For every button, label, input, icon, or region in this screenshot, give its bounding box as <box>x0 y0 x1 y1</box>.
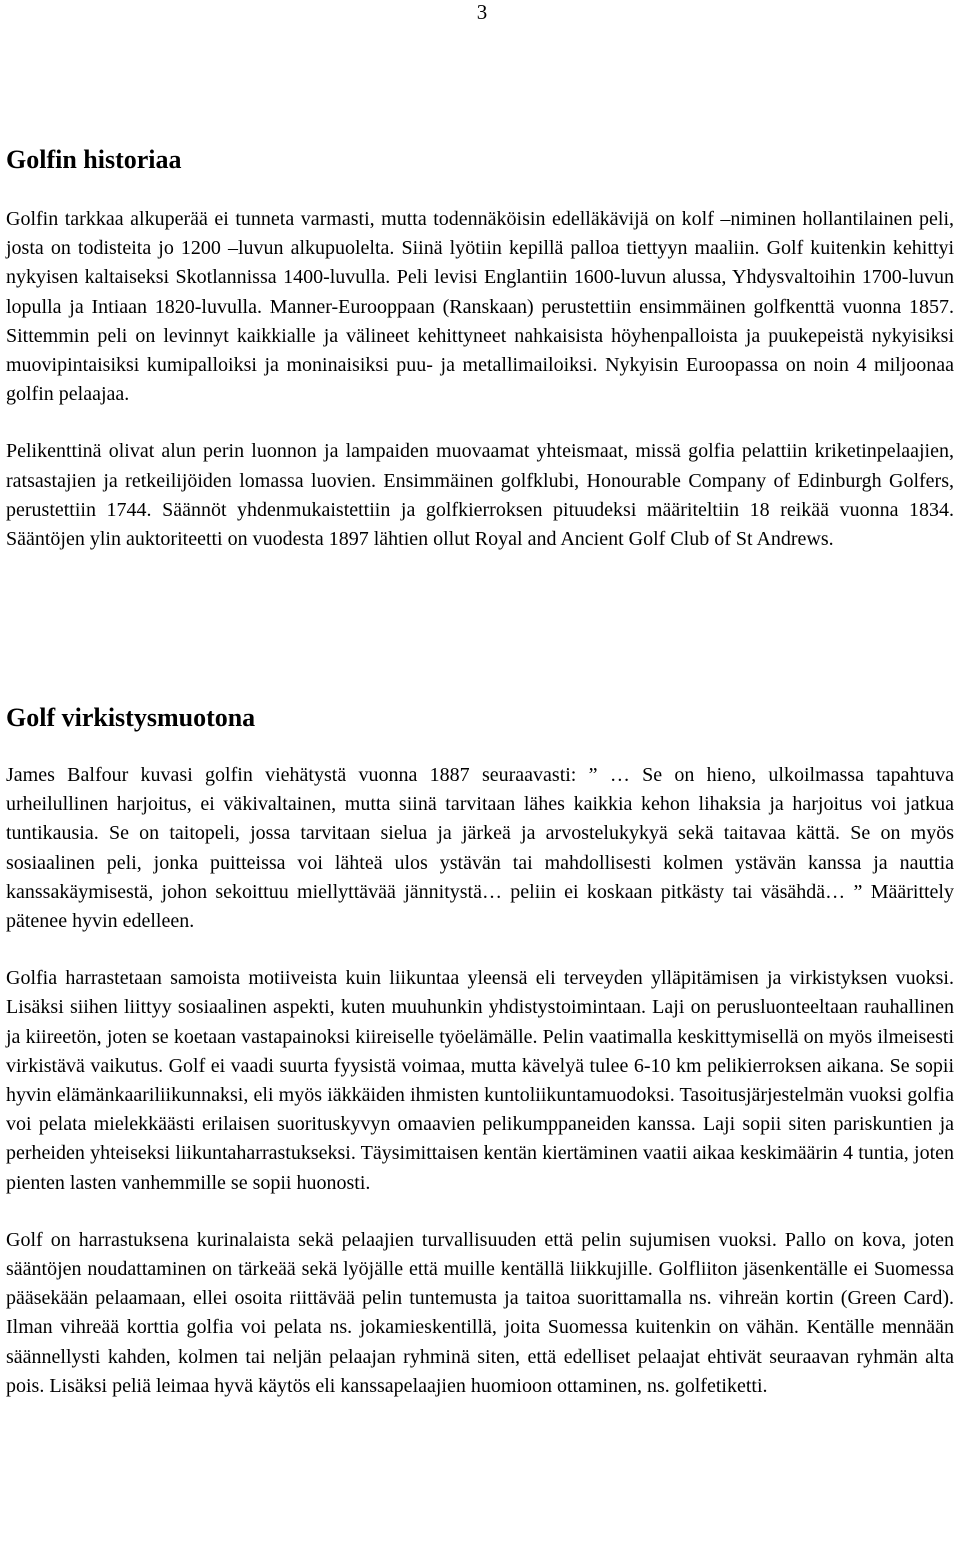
section-heading-leisure: Golf virkistysmuotona <box>6 703 256 732</box>
paragraph-leisure-3: Golf on harrastuksena kurinalaista sekä pelaajien turvallisuuden että pelin sujumisen vuoksi. Pallo on kova, joten sääntöjen noudattaminen on tärkeää sekä lyöjälle että muille kentällä liikkujille. Golfliiton jäsenkentälle ei Suomessa pääsekään pelaamaan, ellei osoita riittävää pelin tuntemusta ja taitoa suorittamalla ns. vihreän kortin (Green Card). Ilman vihreää korttia golfia voi pelata ns. jokamieskentillä, joita Suomessa kuitenkin on vähän. Kentälle mennään säännellysti kahden, kolmen tai neljän pelaajan ryhminä siten, että edelliset pelaajat ehtivät seuraavan ryhmän alta pois. Lisäksi peliä leimaa hyvä käytös eli kanssapelaajien huomioon ottaminen, ns. golfetiketti. <box>6 1228 954 1397</box>
section-golf-history <box>6 145 954 554</box>
paragraph-history-1: Golfin tarkkaa alkuperää ei tunneta varmasti, mutta todennäköisin edelläkävijä on kolf –niminen hollantilainen peli, josta on todisteita jo 1200 –luvun alkupuolelta. Siinä lyötiin kepillä palloa tiettyyn maaliin. Golf kuitenkin kehittyi nykyisen kaltaiseksi Skotlannissa 1400-luvulla. Peli levisi Englantiin 1600-luvun alussa, Yhdysvaltoihin 1700-luvun lopulla ja Intiaan 1820-luvulla. Manner-Eurooppaan (Ranskaan) perustettiin ensimmäinen golfkenttä vuonna 1857. Sittemmin peli on levinnyt kaikkialle ja välineet kehittyneet nahkaisista höyhenpalloista ja puukepeistä nykyisiksi muovipintaisiksi kumipalloiksi ja moninaisiksi puu- ja metallimailoiksi. Nykyisin Euroopassa on noin 4 miljoonaa golfin pelaajaa. <box>6 208 954 406</box>
page-number: 3 <box>476 0 488 24</box>
paragraph-history-2: Pelikenttinä olivat alun perin luonnon ja lampaiden muovaamat yhteismaat, missä golfia pelattiin kriketinpelaajien, ratsastajien ja retkeilijöiden lomassa luovien. Ensimmäinen golfklubi, Honourable Company of Edinburgh Golfers, perustettiin 1744. Säännöt yhdenmukaistettiin ja golfkierroksen pituudeksi määriteltiin 18 reikää vuonna 1834. Sääntöjen ylin auktoriteetti on vuodesta 1897 lähtien ollut Royal and Ancient Golf Club of St Andrews. <box>6 440 954 551</box>
paragraph-leisure-2: Golfia harrastetaan samoista motiiveista kuin liikuntaa yleensä eli terveyden ylläpitämisen ja virkistyksen vuoksi. Lisäksi siihen liittyy sosiaalinen aspekti, kuten muuhunkin yhdistystoimintaan. Laji on perusluonteeltaan rauhallinen ja kiireetön, joten se koetaan vastapainoksi kiireiselle työelämälle. Pelin vaatimalla keskittymisellä on myös ilmeisesti virkistävä vaikutus. Golf ei vaadi suurta fyysistä voimaa, mutta kävelyä tulee 6-10 km pelikierroksen aikana. Se sopii hyvin elämänkaariliikunnaksi, eli myös iäkkäiden ihmisten kuntoliikuntamuodoksi. Tasoitusjärjestelmän vuoksi golfia voi pelata mielekkäästi erilaisen suorituskyvyn omaavien pelikumppaneiden kanssa. Laji sopii siten pariskuntien ja perheiden yhteiseksi liikuntaharrastukseksi. Täysimittaisen kentän kiertäminen vaatii aikaa keskimäärin 4 tuntia, joten pienten lasten vanhemmille se sopii huonosti. <box>6 967 954 1194</box>
section-golf-leisure <box>6 703 954 1401</box>
section-heading-history: Golfin historiaa <box>6 145 182 174</box>
paragraph-leisure-1: James Balfour kuvasi golfin viehätystä vuonna 1887 seuraavasti: ” … Se on hieno, ulkoilmassa tapahtuva urheilullinen harjoitus, ei väkivaltainen, mutta siinä tarvitaan lähes kaikkia kehon lihaksia ja harjoitus voi jatkua tuntikausia. Se on taitopeli, jossa tarvitaan sielua ja järkeä ja arvostelukykyä sekä taitavaa kättä. Se on myös sosiaalinen peli, jonka puitteissa voi lähteä ulos ystävän tai mahdollisesti kolmen ystävän kanssa ja nauttia kanssakäymisestä, johon sekoittuu miellyttävää jännitystä… peliin ei koskaan pitkästy tai väsähdä… ” Määrittely pätenee hyvin edelleen. <box>6 764 954 933</box>
